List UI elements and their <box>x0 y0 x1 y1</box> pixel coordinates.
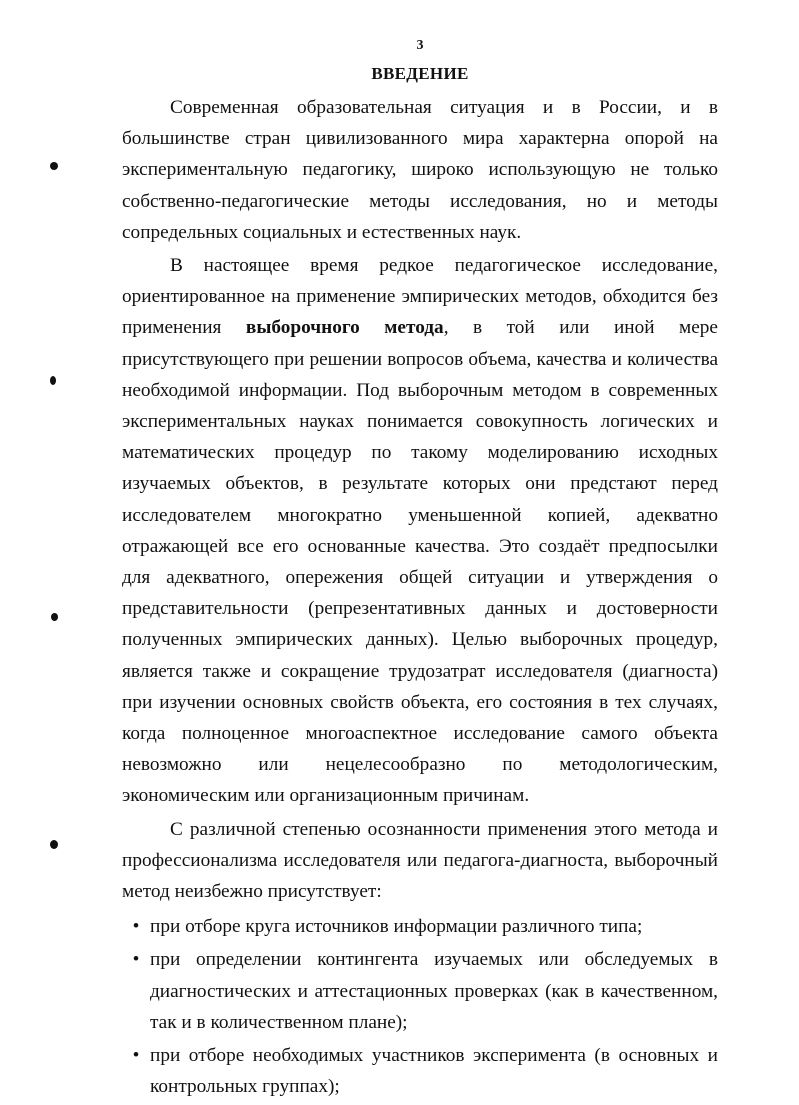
list-item <box>122 911 718 942</box>
paragraph-1: Современная образовательная ситуация и в России, и в большинстве стран цивилизованного мира характерна опорой на экспериментальную педагогику, широко использующую не только собственно-педагогические методы исследования, но и методы сопредельных социальных и естественных наук. <box>122 97 718 243</box>
body-text <box>122 92 718 1105</box>
bullet-icon: • <box>132 949 140 971</box>
section-title: ВВЕДЕНИЕ <box>371 64 469 83</box>
list-item-text: при отборе круга источников информации различного типа; <box>150 916 643 938</box>
scan-mark <box>51 613 58 621</box>
scan-mark <box>50 162 58 170</box>
list-item <box>122 944 718 1038</box>
paragraph-3: С различной степенью осознанности применения этого метода и профессионализма исследователя или педагога-диагноста, выборочный метод неизбежно присутствует: <box>122 818 718 903</box>
list-item-text: при отборе необходимых участников эксперимента (в основных и контрольных группах); <box>150 1045 718 1098</box>
paragraph-2 <box>122 250 718 812</box>
bullet-icon: • <box>132 1045 140 1067</box>
paragraph-2-start: В настоящее время редкое педагогическое исследование, ориентированное на применение эмпирических методов, обходится без применения <box>122 255 718 339</box>
scan-mark <box>50 376 56 385</box>
list-item <box>122 1040 718 1102</box>
paragraph-2-rest: , в той или иной мере присутствующего при решении вопросов объема, качества и количества необходимой информации. Под выборочным методом в современных экспериментальных науках понимается совокупность логических и математических процедур по такому моделированию исходных изучаемых объектов, в результате которых они предстают перед исследователем многократно уменьшенной копией, адекватно отражающей все его основанные качества. Это создаёт предпосылки для адекватного, опережения общей ситуации и утверждения о представительности (репрезентативных данных и достоверности полученных эмпирических данных). Целью выборочных процедур, является также и сокращение трудозатрат исследователя (диагноста) при изучении основных свойств объекта, его состояния в тех случаях, когда полноценное многоаспектное исследование самого объекта невозможно или нецелесообразно по методологическим, экономическим или организационным причинам. <box>122 317 718 807</box>
bullet-icon: • <box>132 916 140 938</box>
page-number: 3 <box>416 38 424 53</box>
bullet-list <box>122 911 718 1102</box>
bold-term: выборочного метода <box>245 317 444 339</box>
scan-mark <box>50 840 58 849</box>
list-item-text: при определении контингента изучаемых или обследуемых в диагностических и аттестационных проверках (как в качественном, так и в количественном плане); <box>150 949 718 1033</box>
